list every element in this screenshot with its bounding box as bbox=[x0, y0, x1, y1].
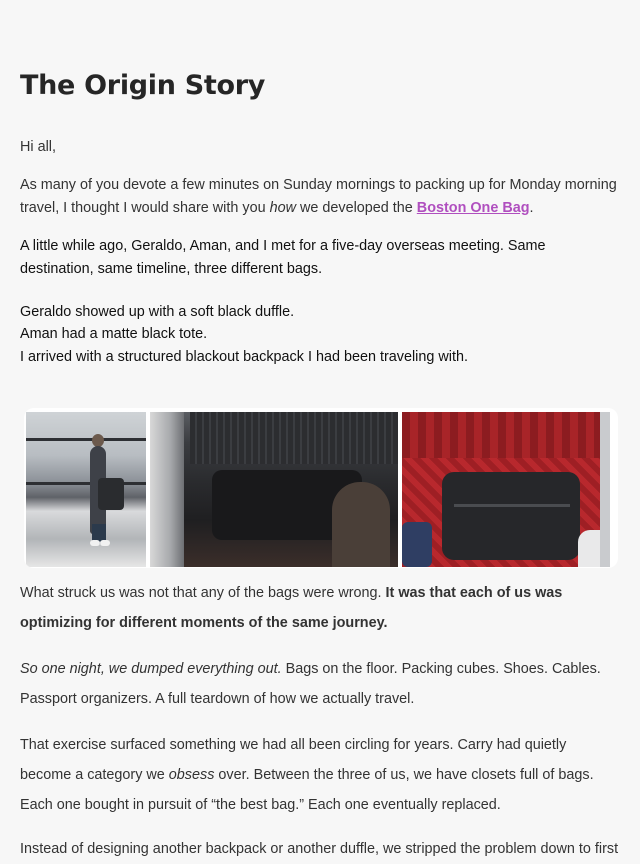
dumped-italic-text: So one night, we dumped everything out. bbox=[20, 661, 282, 677]
exercise-text: That exercise surfaced something we had all been circling for years. Carry had quietly become a category we bbox=[20, 737, 567, 783]
red-carpet-bag-photo bbox=[402, 412, 610, 567]
bag-line-author: I arrived with a structured blackout backpack I had been traveling with. bbox=[20, 349, 468, 365]
struck-bold-text: It was that each of us was optimizing for different moments of the same journey. bbox=[20, 585, 563, 631]
intro-text-end: . bbox=[529, 199, 534, 216]
instead-paragraph: Instead of designing another backpack or another duffle, we stripped the problem down to first bbox=[20, 841, 619, 857]
page-title: The Origin Story bbox=[20, 70, 266, 101]
photo-strip bbox=[24, 408, 618, 568]
bag-line-aman: Aman had a matte black tote. bbox=[20, 326, 208, 342]
intro-paragraph bbox=[20, 174, 618, 219]
bag-line-geraldo: Geraldo showed up with a soft black duffle. bbox=[20, 304, 295, 320]
intro-text: As many of you devote a few minutes on Sunday mornings to packing up for Monday morning travel, I thought I would share with you bbox=[20, 177, 617, 216]
greeting: Hi all, bbox=[20, 139, 56, 155]
struck-text: What struck us was not that any of the bags were wrong. bbox=[20, 585, 386, 601]
meeting-paragraph: A little while ago, Geraldo, Aman, and I met for a five-day overseas meeting. Same destination, same timeline, three different bags. bbox=[20, 238, 546, 277]
dumped-text: Bags on the floor. Packing cubes. Shoes. Cables. Passport organizers. A full teardown of how we actually travel. bbox=[20, 661, 601, 707]
intro-emphasis: how bbox=[269, 199, 296, 216]
boston-one-bag-link[interactable]: Boston One Bag bbox=[416, 199, 530, 216]
exercise-italic-text: obsess bbox=[168, 767, 215, 783]
airport-walkway-photo bbox=[26, 412, 146, 567]
intro-text-middle: we developed the bbox=[295, 199, 417, 216]
exercise-text-end: over. Between the three of us, we have closets full of bags. Each one bought in pursuit of “the best bag.” Each one eventually replaced. bbox=[20, 767, 594, 813]
exercise-paragraph bbox=[20, 730, 620, 820]
dumped-paragraph bbox=[20, 654, 620, 714]
struck-paragraph bbox=[20, 578, 620, 638]
under-seat-backpack-photo bbox=[150, 412, 398, 567]
